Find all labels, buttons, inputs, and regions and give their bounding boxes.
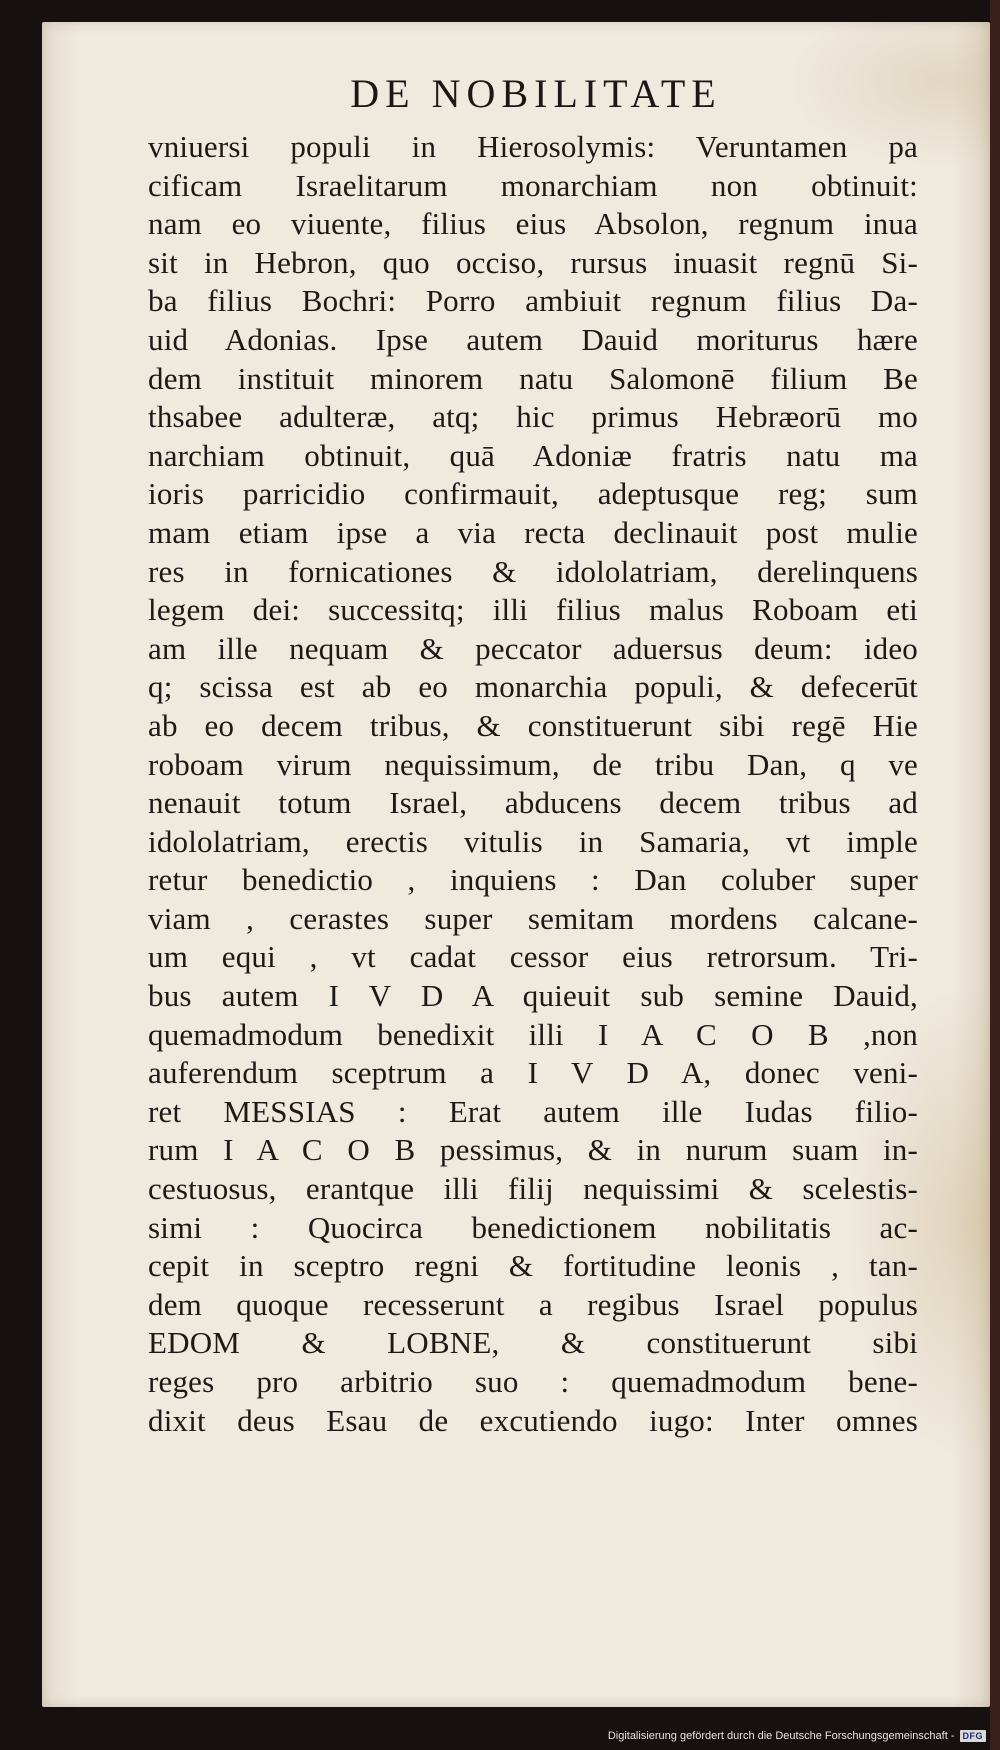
text-line: quemadmodum benedixit illi I A C O B ,non bbox=[148, 1016, 918, 1052]
text-line: EDOM & LOBNE, & constituerunt sibi bbox=[148, 1325, 918, 1361]
text-line: cificam Israelitarum monarchiam non obtinuit: bbox=[148, 167, 918, 203]
text-line: thsabee adulteræ, atq; hic primus Hebræorū mo bbox=[148, 399, 918, 435]
text-line: legem dei: successitq; illi filius malus Roboam eti bbox=[148, 592, 918, 628]
text-line: rum I A C O B pessimus, & in nurum suam in- bbox=[148, 1132, 918, 1168]
credit-text: Digitalisierung gefördert durch die Deutsche Forschungsgemeinschaft - bbox=[607, 1730, 955, 1742]
text-line: auferendum sceptrum a I V D A, donec veni- bbox=[148, 1055, 918, 1091]
text-line: simi : Quocirca benedictionem nobilitatis ac- bbox=[148, 1209, 918, 1245]
text-line: idololatriam, erectis vitulis in Samaria, vt imple bbox=[148, 823, 918, 859]
text-line: bus autem I V D A quieuit sub semine Dauid, bbox=[148, 978, 918, 1014]
text-line: uid Adonias. Ipse autem Dauid moriturus hære bbox=[148, 321, 918, 357]
text-line: dem instituit minorem natu Salomonē filium Be bbox=[148, 360, 918, 396]
text-line: am ille nequam & peccator aduersus deum: ideo bbox=[148, 630, 918, 666]
text-line: nam eo viuente, filius eius Absolon, regnum inua bbox=[148, 206, 918, 242]
text-line: nenauit totum Israel, abducens decem tribus ad bbox=[148, 785, 918, 821]
text-line: viam , cerastes super semitam mordens calcane- bbox=[148, 900, 918, 936]
text-line: ab eo decem tribus, & constituerunt sibi regē Hie bbox=[148, 707, 918, 743]
page-body-text bbox=[148, 128, 918, 1440]
running-header: DE NOBILITATE bbox=[350, 71, 722, 116]
text-line: vniuersi populi in Hierosolymis: Veruntamen pa bbox=[148, 129, 918, 164]
text-line: cepit in sceptro regni & fortitudine leonis , tan- bbox=[148, 1248, 918, 1284]
text-line: roboam virum nequissimum, de tribu Dan, q ve bbox=[148, 746, 918, 782]
text-line: um equi , vt cadat cessor eius retrorsum. Tri- bbox=[148, 939, 918, 975]
text-line: dixit deus Esau de excutiendo iugo: Inter omnes bbox=[148, 1402, 918, 1438]
text-line: q; scissa est ab eo monarchia populi, & defecerūt bbox=[148, 669, 918, 705]
text-line: retur benedictio , inquiens : Dan coluber super bbox=[148, 862, 918, 898]
book-spine-edge bbox=[990, 0, 1000, 1750]
text-line: dem quoque recesserunt a regibus Israel populus bbox=[148, 1286, 918, 1322]
text-line: narchiam obtinuit, quā Adoniæ fratris natu ma bbox=[148, 437, 918, 473]
text-line: ioris parricidio confirmauit, adeptusque reg; sum bbox=[148, 476, 918, 512]
text-line: ret MESSIAS : Erat autem ille Iudas filio- bbox=[148, 1093, 918, 1129]
text-line: cestuosus, erantque illi filij nequissimi & scelestis- bbox=[148, 1171, 918, 1207]
text-line: reges pro arbitrio suo : quemadmodum bene- bbox=[148, 1364, 918, 1399]
text-line: mam etiam ipse a via recta declinauit post mulie bbox=[148, 514, 918, 550]
text-line: ba filius Bochri: Porro ambiuit regnum filius Da- bbox=[148, 283, 918, 319]
text-line: res in fornicationes & idololatriam, derelinquens bbox=[148, 553, 918, 589]
text-line: sit in Hebron, quo occiso, rursus inuasit regnū Si- bbox=[148, 244, 918, 280]
digitization-credit bbox=[608, 1730, 986, 1742]
dfg-logo-icon: DFG bbox=[960, 1730, 987, 1742]
